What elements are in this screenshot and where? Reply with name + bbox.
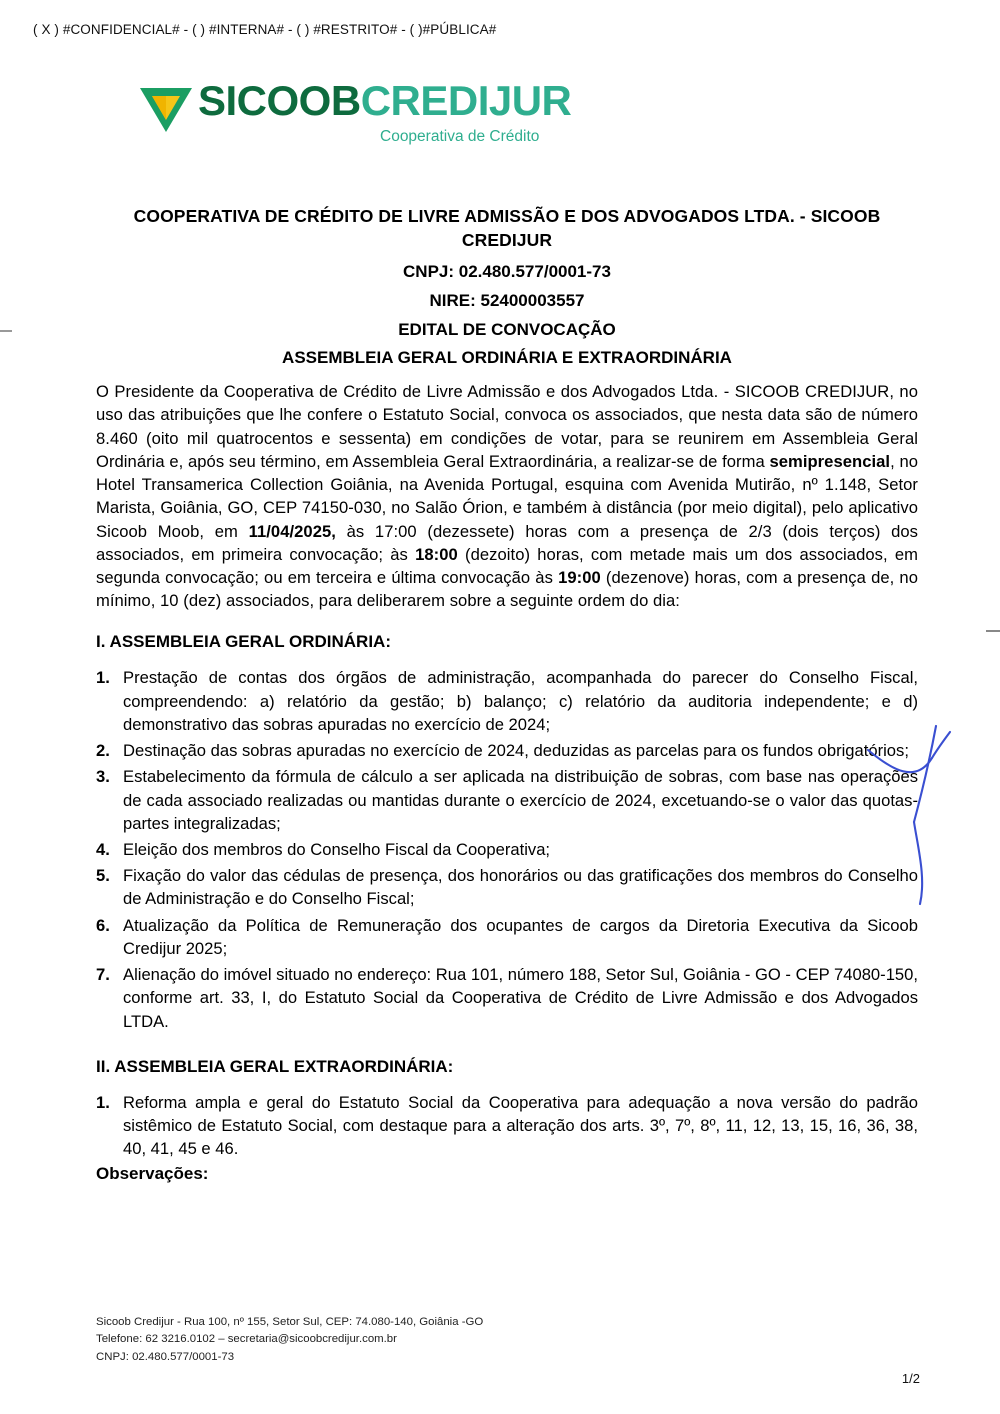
footer-contact: Telefone: 62 3216.0102 – secretaria@sicoobcredijur.com.br [96,1333,397,1346]
logo-tagline: Cooperativa de Crédito [380,128,540,145]
list-item: Estabelecimento da fórmula de cálculo a ser aplicada na distribuição de sobras, com base nas operações de cada associado realizadas ou mantidas durante o exercício de 2024, excetuando-se o valor das quotas-partes integralizadas; [123,767,918,833]
list-item: Atualização da Política de Remuneração dos ocupantes de cargos da Diretoria Executiva da Sicoob Credijur 2025; [123,915,918,958]
intro-part-3: às 17:00 (dezessete) horas com a presença de 2/3 (dois terços) dos associados, em primeira convocação; às [96,521,918,564]
intro-bold-date: 11/04/2025, [248,521,336,541]
list-item: Eleição dos membros do Conselho Fiscal da Cooperativa; [123,839,551,859]
section-heading-extraordinaria: II. ASSEMBLEIA GERAL EXTRAORDINÁRIA: [96,1056,454,1076]
document-footer [96,1314,926,1366]
scan-edge-mark-right [986,630,1000,632]
document-type-heading: EDITAL DE CONVOCAÇÃO [398,320,616,340]
list-item: Fixação do valor das cédulas de presença, dos honorários ou das gratificações dos membros do Conselho de Administração e do Conselho Fiscal; [123,866,918,909]
intro-bold-semipresencial: semipresencial [769,451,891,471]
sicoob-credijur-logo [140,77,572,156]
logo-word-credijur: CREDIJUR [360,77,572,124]
list-item: Prestação de contas dos órgãos de administração, acompanhada do parecer do Conselho Fiscal, compreendendo: a) relatório da gestão; b) balanço; c) relatório da auditoria independente; e d) demonstrativo das sobras apuradas no exercício de 2024; [123,668,918,734]
intro-bold-time-1800: 18:00 [415,544,458,564]
nire-line: NIRE: 52400003557 [429,291,585,311]
intro-paragraph [96,380,918,612]
intro-part-2: , no Hotel Transamerica Collection Goiânia, na Avenida Portugal, esquina com Avenida Mutirão, nº 1.148, Setor Marista, Goiânia, GO, CEP 74150-030, no Salão Órion, e também à distância (por meio digital), pelo aplicativo Sicoob Moob, em [96,451,918,541]
observations-label: Observações: [96,1164,209,1184]
extraordinaria-items-list [96,1091,918,1161]
ordinaria-items-list [96,666,918,1032]
list-item: Alienação do imóvel situado no endereço: Rua 101, número 188, Setor Sul, Goiânia - GO - CEP 74080-150, conforme art. 33, I, do Estatuto Social da Cooperativa de Crédito de Livre Admissão e dos Advogados LTDA. [123,965,918,1031]
assembly-heading: ASSEMBLEIA GERAL ORDINÁRIA E EXTRAORDINÁRIA [282,348,732,368]
sicoob-logo-icon [140,86,192,132]
section-heading-ordinaria: I. ASSEMBLEIA GERAL ORDINÁRIA: [96,632,391,652]
scan-edge-mark-left [0,330,12,332]
cnpj-line: CNPJ: 02.480.577/0001-73 [403,262,611,282]
footer-cnpj: CNPJ: 02.480.577/0001-73 [96,1350,235,1363]
intro-part-1: O Presidente da Cooperativa de Crédito de Livre Admissão e dos Advogados Ltda. - SICOOB CREDIJUR, no uso das atribuições que lhe confere o Estatuto Social, convoca os associados, que nesta data são de número 8.460 (oito mil quatrocentos e sessenta) em condições de votar, para se reunirem em Assembleia Geral Ordinária e, após seu término, em Assembleia Geral Extraordinária, a realizar-se de forma [96,382,918,471]
page-number: 1/2 [901,1371,920,1386]
list-item: Reforma ampla e geral do Estatuto Social da Cooperativa para adequação a nova versão do padrão sistêmico de Estatuto Social, com destaque para a alteração dos arts. 3º, 7º, 8º, 11, 12, 13, 15, 16, 36, 38, 40, 41, 45 e 46. [123,1092,918,1159]
classification-banner: ( X ) #CONFIDENCIAL# - ( ) #INTERNA# - ( ) #RESTRITO# - ( )#PÚBLICA# [33,22,497,37]
page-title: COOPERATIVA DE CRÉDITO DE LIVRE ADMISSÃO E DOS ADVOGADOS LTDA. - SICOOB CREDIJUR [133,206,881,250]
intro-part-4: (dezoito) horas, com metade mais um dos associados, em segunda convocação; ou em terceira e última convocação às [96,544,919,587]
document-body [96,205,918,1184]
footer-address: Sicoob Credijur - Rua 100, nº 155, Setor Sul, CEP: 74.080-140, Goiânia -GO [96,1316,484,1329]
logo-word-sicoob: SICOOB [198,77,361,124]
intro-bold-time-1900: 19:00 [558,568,601,587]
logo-wordmark [198,77,572,124]
intro-part-5: (dezenove) horas, com a presença de, no mínimo, 10 (dez) associados, para deliberarem sobre a seguinte ordem do dia: [96,568,918,611]
list-item: Destinação das sobras apuradas no exercício de 2024, deduzidas as parcelas para os fundos obrigatórios; [123,741,909,761]
